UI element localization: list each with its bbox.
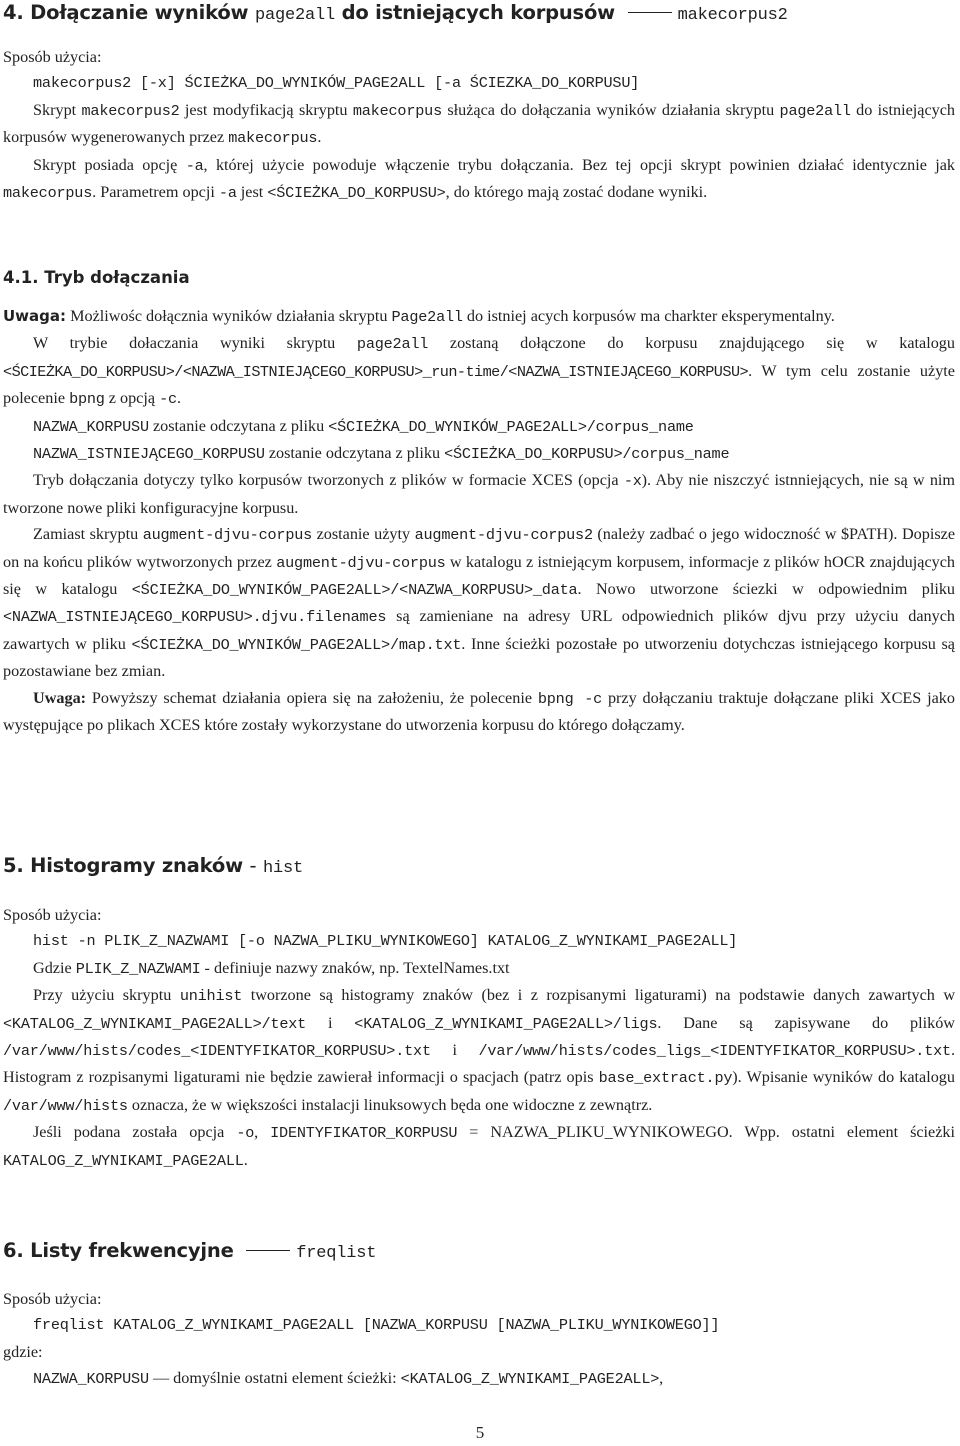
paragraph: Gdzie PLIK_Z_NAZWAMI - definiuje nazwy znaków, np. TextelNames.txt — [33, 958, 510, 978]
paragraph: Zamiast skryptu augment-djvu-corpus zostanie użyty augment-djvu-corpus2 (należy zadbać o jego widoczność w $PATH). Dopisze on na końcu plików wytworzonych przez augment-djvu-corpus w katalogu z istniejącym korpusem, informacje z plików hOCR znajdujących się w katalogu <ŚCIEŻKA_DO_WYNIKÓW_PAGE2ALL>/<NAZWA_KORPUSU>_data. Nowo utworzone ściezki w odpowiednim pliku <NAZWA_ISTNIEJĄCEGO_KORPUSU>.djvu.filenames są zamieniane na adresy URL odpowiednich plików djvu przy użyciu danych zawartych w pliku <ŚCIEŻKA_DO_WYNIKÓW_PAGE2ALL>/map.txt. Inne ścieżki pozostałe po utworzeniu dotychczas istniejącego korpusu są pozostawiane bez zmian. — [3, 525, 956, 681]
section-title: Listy frekwencyjne — [30, 1239, 234, 1262]
em-dash — [628, 12, 672, 13]
separator: - — [249, 854, 257, 877]
section-4-body — [3, 44, 955, 206]
paragraph: Tryb dołączania dotyczy tylko korpusów tworzonych z plików w formacie XCES (opcja -x). Aby nie niszczyć istnniejących, nie są w nim tworzone nowe pliki konfiguracyjne korpusu. — [3, 471, 955, 517]
where-label: gdzie: — [3, 1342, 43, 1361]
command-name: freqlist — [296, 1244, 377, 1263]
paragraph: Przy użyciu skryptu unihist tworzone są histogramy znaków (bez i z rozpisanymi ligaturami) na podstawie danych zawartych w <KATALOG_Z_WYNIKAMI_PAGE2ALL>/text i <KATALOG_Z_WYNIKAMI_PAGE2ALL>/ligs. Dane są zapisywane do plików /var/www/hists/codes_<IDENTYFIKATOR_KORPUSU>.txt i /var/www/hists/codes_ligs_<IDENTYFIKATOR_KORPUSU>.txt. Histogram z rozpisanymi ligaturami nie będzie zawierał informacji o spacjach (patrz opis base_extract.py). Wpisanie wyników do katalogu /var/www/hists oznacza, że w większości instalacji linuksowych będa one widoczne z zewnątrz. — [3, 986, 956, 1115]
command-name: page2all — [254, 6, 335, 25]
subsection-4-1-heading — [3, 265, 190, 291]
paragraph: Skrypt makecorpus2 jest modyfikacją skryptu makecorpus służąca do dołączania wyników działania skryptu page2all do istniejących korpusów wygenerowanych przez makecorpus. — [3, 100, 955, 148]
section-title: Dołączanie wyników — [30, 1, 249, 24]
command-name: makecorpus2 — [677, 6, 788, 25]
paragraph: NAZWA_KORPUSU — domyślnie ostatni element ścieżki: <KATALOG_Z_WYNIKAMI_PAGE2ALL>, — [33, 1369, 664, 1389]
paragraph: Uwaga: Możliwośc dołącznia wyników działania skryptu Page2all do istniej acych korpusów ma charkter eksperymentalny. — [3, 307, 835, 326]
section-4-heading — [3, 0, 788, 29]
usage-label: Sposób użycia: — [3, 1290, 102, 1308]
section-5-body — [3, 902, 955, 1174]
usage-command: freqlist KATALOG_Z_WYNIKAMI_PAGE2ALL [NAZWA_KORPUSU [NAZWA_PLIKU_WYNIKOWEGO]] — [33, 1316, 720, 1335]
paragraph: Jeśli podana została opcja -o, IDENTYFIKATOR_KORPUSU = NAZWA_PLIKU_WYNIKOWEGO. Wpp. ostatni element ścieżki KATALOG_Z_WYNIKAMI_PAGE2ALL. — [3, 1123, 956, 1170]
paragraph: Skrypt posiada opcję -a, której użycie powoduje włączenie trybu dołączania. Bez tej opcji skrypt powinien działać identycznie jak makecorpus. Parametrem opcji -a jest <ŚCIEŻKA_DO_KORPUSU>, do którego mają zostać dodane wyniki. — [3, 155, 955, 203]
section-title: Tryb dołączania — [44, 268, 190, 287]
em-dash — [246, 1250, 290, 1251]
note-label: Uwaga: — [3, 307, 67, 325]
paragraph: W trybie dołaczania wyniki skryptu page2all zostaną dołączone do korpusu znajdującego się w katalogu <ŚCIEŻKA_DO_KORPUSU>/<NAZWA_ISTNIEJĄCEGO_KORPUSU>_run-time/<NAZWA_ISTNIEJĄCEGO_KORPUSU>. W tym celu zostanie użyte polecenie bpng z opcją -c. — [3, 334, 955, 409]
usage-command: makecorpus2 [-x] ŚCIEŻKA_DO_WYNIKÓW_PAGE2ALL [-a ŚCIEZKA_DO_KORPUSU] — [33, 74, 640, 93]
usage-command: hist -n PLIK_Z_NAZWAMI [-o NAZWA_PLIKU_WYNIKOWEGO] KATALOG_Z_WYNIKAMI_PAGE2ALL] — [33, 932, 738, 951]
section-number: 4.1. — [3, 268, 39, 287]
section-number: 4. — [3, 1, 24, 24]
usage-label: Sposób użycia: — [3, 906, 102, 924]
section-6-body — [3, 1286, 955, 1393]
usage-label: Sposób użycia: — [3, 48, 102, 66]
section-number: 5. — [3, 854, 24, 877]
paragraph: NAZWA_ISTNIEJĄCEGO_KORPUSU zostanie odczytana z pliku <ŚCIEŻKA_DO_KORPUSU>/corpus_name — [33, 444, 730, 464]
page-number: 5 — [475, 1423, 485, 1442]
section-title-continued: do istniejących korpusów — [341, 1, 615, 24]
section-title: Histogramy znaków — [30, 854, 243, 877]
section-number: 6. — [3, 1239, 24, 1262]
paragraph: NAZWA_KORPUSU zostanie odczytana z pliku <ŚCIEŻKA_DO_WYNIKÓW_PAGE2ALL>/corpus_name — [33, 416, 694, 436]
note-label: Uwaga: — [33, 688, 87, 707]
section-6-heading — [3, 1238, 376, 1267]
subsection-4-1-body — [3, 303, 955, 739]
section-5-heading — [3, 853, 303, 882]
paragraph: Uwaga: Powyższy schemat działania opiera się na założeniu, że polecenie bpng -c przy dołączaniu traktuje dołączane pliki XCES jako występujące po plikach XCES które zostały wykorzystane do utworzenia korpusu do którego dołączamy. — [3, 688, 955, 735]
command-name: hist — [262, 859, 303, 878]
